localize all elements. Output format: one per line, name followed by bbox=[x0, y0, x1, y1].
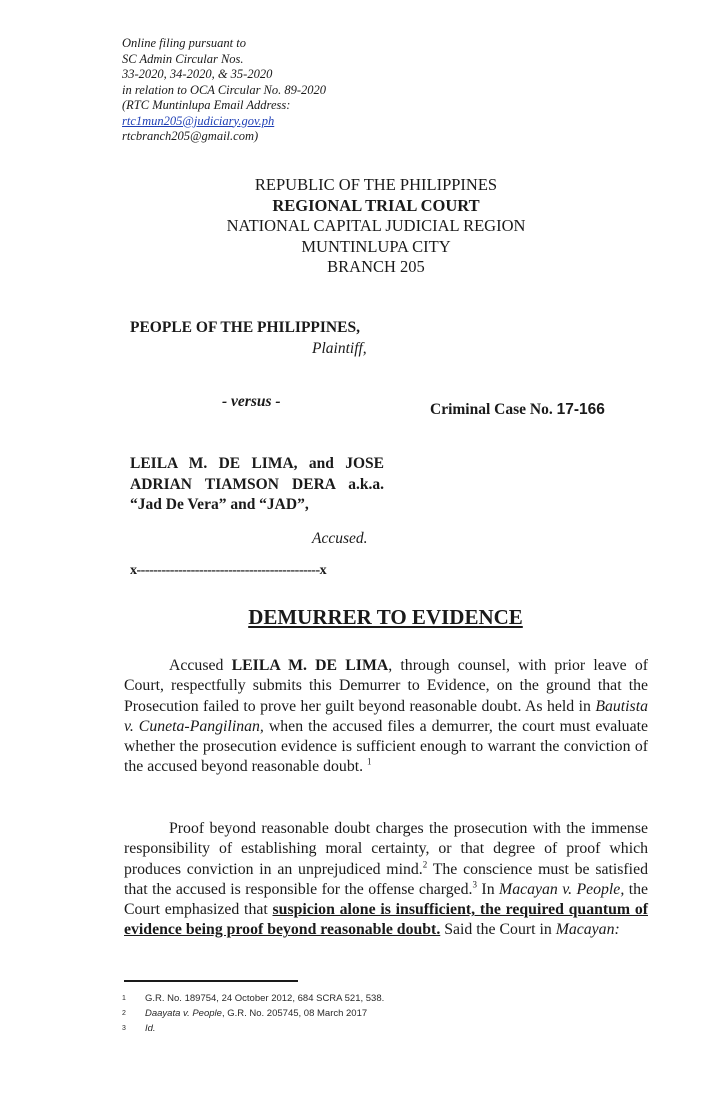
accused-role: Accused. bbox=[312, 530, 368, 547]
emphasized-holding: suspicion alone is insufficient, the required quantum of evidence being proof beyond reasonable doubt. bbox=[124, 901, 648, 939]
text-run: Proof beyond reasonable doubt charges the prosecution with the immense responsibility of establishing moral certainty, or that degree of proof which produces conviction in an unprejudiced mind. bbox=[124, 820, 648, 878]
republic-line: REPUBLIC OF THE PHILIPPINES bbox=[254, 175, 498, 194]
court-email-link[interactable]: rtc1mun205@judiciary.gov.ph bbox=[122, 113, 275, 128]
paragraph-1 bbox=[124, 656, 648, 778]
footnote-number: 1 bbox=[122, 995, 126, 1002]
footnote-ref-1: 1 bbox=[367, 757, 372, 768]
plaintiff-role: Plaintiff, bbox=[312, 340, 367, 357]
footnotes bbox=[122, 991, 542, 1036]
court-name: REGIONAL TRIAL COURT bbox=[272, 195, 480, 215]
court-branch: BRANCH 205 bbox=[327, 257, 425, 276]
footnote-text: , G.R. No. 205745, 08 March 2017 bbox=[221, 1008, 368, 1019]
footnote-divider bbox=[124, 980, 298, 982]
court-heading bbox=[0, 175, 717, 278]
footnote-number: 3 bbox=[122, 1025, 126, 1032]
versus-label: - versus - bbox=[222, 393, 281, 410]
text-run: Said the Court in bbox=[440, 921, 556, 939]
footnote-item bbox=[122, 991, 542, 1006]
case-label: Criminal Case No. bbox=[430, 401, 553, 418]
accused-name-bold: LEILA M. DE LIMA bbox=[231, 657, 389, 674]
document-title: DEMURRER TO EVIDENCE bbox=[248, 605, 523, 629]
case-citation: Bautista v. Cuneta-Pangilinan, bbox=[124, 697, 648, 735]
text-run: the Court emphasized that bbox=[124, 880, 648, 919]
judicial-region: NATIONAL CAPITAL JUDICIAL REGION bbox=[226, 216, 526, 235]
footnote-item bbox=[122, 1006, 542, 1021]
footnote-item bbox=[122, 1021, 542, 1036]
branch-email: rtcbranch205@gmail.com) bbox=[122, 129, 259, 143]
filing-line: 33-2020, 34-2020, & 35-2020 bbox=[122, 67, 273, 81]
filing-line: (RTC Muntinlupa Email Address: bbox=[122, 98, 291, 112]
filing-line: Online filing pursuant to bbox=[122, 36, 246, 50]
footnote-ref-2: 2 bbox=[422, 859, 428, 870]
footnote-case-name: Daayata v. People bbox=[145, 1008, 222, 1019]
footnote-number: 2 bbox=[122, 1010, 126, 1017]
online-filing-note bbox=[122, 36, 362, 145]
filing-line: SC Admin Circular Nos. bbox=[122, 51, 244, 66]
text-run: Accused bbox=[169, 657, 232, 674]
case-number: 17-166 bbox=[556, 401, 605, 418]
text-run: , through counsel, with prior leave of Court, respectfully submits this Demurrer to Evidence, on the ground that the Prosecution failed to prove her guilt beyond reasonable doubt. As held in bbox=[124, 657, 649, 715]
case-citation: Macayan: bbox=[555, 921, 620, 939]
case-citation: Macayan v. People, bbox=[499, 880, 625, 898]
text-run: In bbox=[477, 880, 500, 898]
footnote-text: G.R. No. 189754, 24 October 2012, 684 SCRA 521, 538. bbox=[145, 993, 385, 1004]
case-number-block bbox=[430, 400, 605, 420]
plaintiff-name: PEOPLE OF THE PHILIPPINES, bbox=[130, 319, 360, 336]
text-run: when the accused files a demurrer, the court must evaluate whether the prosecution evidence is sufficient enough to warrant the conviction of the accused beyond reasonable doubt. bbox=[124, 717, 648, 776]
caption-separator: x--------------------------------------------x bbox=[130, 563, 327, 578]
footnote-text: Id. bbox=[145, 1023, 156, 1034]
filing-line: in relation to OCA Circular No. 89-2020 bbox=[122, 82, 327, 97]
court-city: MUNTINLUPA CITY bbox=[301, 236, 451, 256]
text-run: The conscience must be satisfied that the accused is responsible for the offense charged. bbox=[124, 860, 648, 898]
paragraph-2 bbox=[124, 819, 648, 941]
footnote-ref-3: 3 bbox=[472, 879, 477, 890]
accused-name: LEILA M. DE LIMA, and JOSE ADRIAN TIAMSON DERA a.k.a. “Jad De Vera” and “JAD”, bbox=[130, 455, 384, 513]
